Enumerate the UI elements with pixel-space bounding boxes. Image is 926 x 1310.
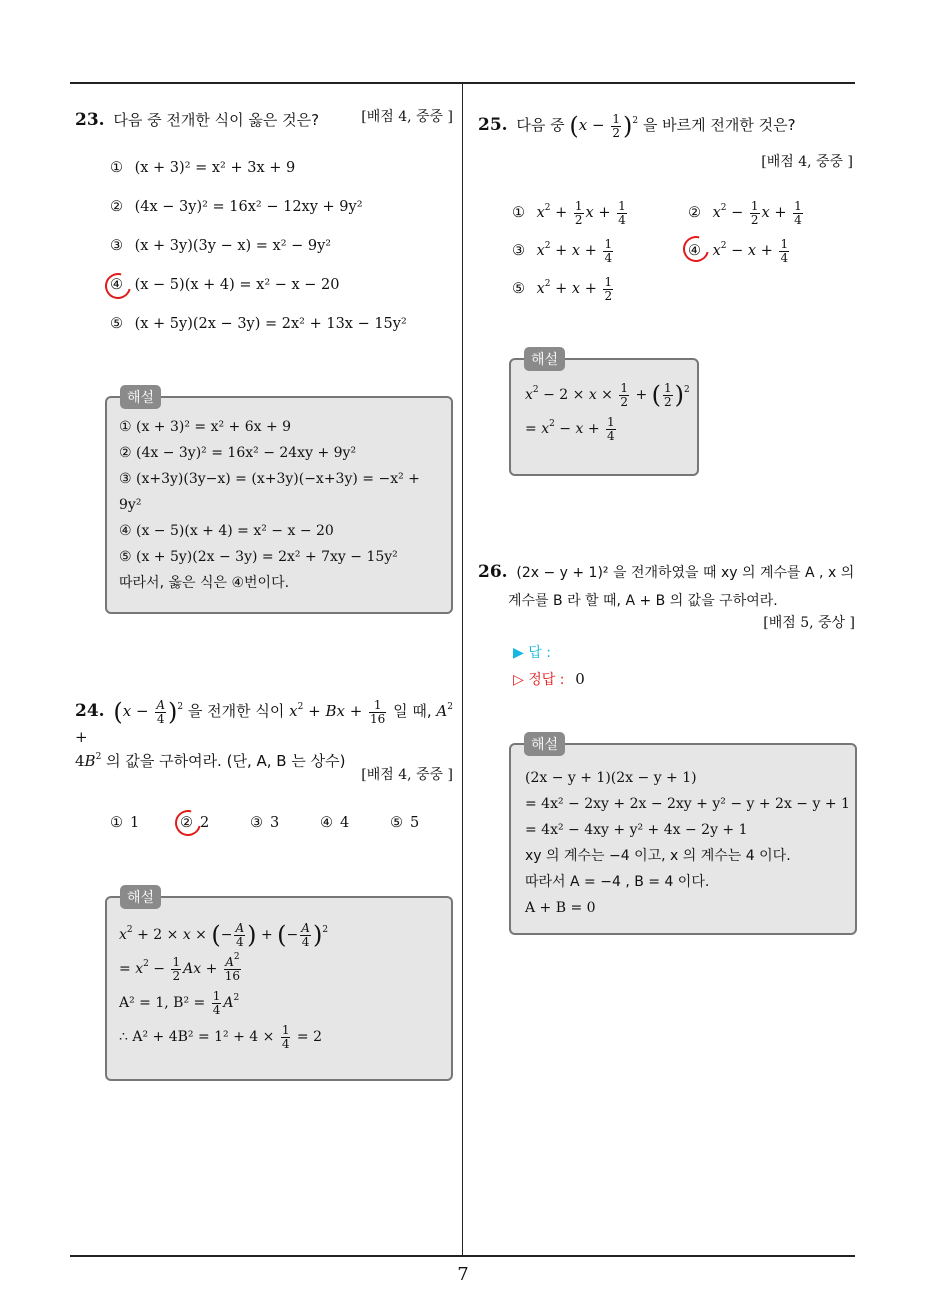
solution-tab: 해설 — [120, 885, 161, 909]
score-info: [배점 4, 중중 ] — [761, 154, 853, 170]
choice-1[interactable] — [110, 815, 139, 831]
solution-box-26 — [509, 743, 857, 935]
answer-input-label[interactable]: ▶ 답 : — [513, 645, 551, 661]
question-text: 계수를 B 라 할 때, A + B 의 값을 구하여라. — [508, 593, 778, 609]
score-info: [배점 5, 중상 ] — [763, 615, 855, 631]
question-text: 을 전개한 식이 — [187, 702, 285, 720]
choice-number: ③ — [110, 238, 123, 254]
score-info: [배점 4, 중중 ] — [361, 767, 453, 783]
solution-text: ∴ A² + 4B² = 1² + 4 × — [119, 1029, 279, 1045]
question-text: 다음 중 전개한 식이 옳은 것은? — [113, 111, 320, 129]
solution-line: A + B = 0 — [525, 900, 596, 916]
choice-5[interactable] — [390, 815, 419, 831]
question-number: 23. — [75, 110, 105, 130]
choice-number: ① — [110, 160, 123, 176]
expr-x-minus-half-squared: (x − $\frac{1}{2}$ )$^2$ — [569, 111, 639, 140]
question-26 — [478, 558, 863, 615]
solution-tab: 해설 — [120, 385, 161, 409]
choice-number: ④ — [110, 277, 123, 293]
solution-line: 따라서 A = −4 , B = 4 이다. — [525, 874, 710, 890]
question-24: 24. (x − $\frac{A}{4}$ )$^2$ 을 전개한 식이 $x^2 + Bx$ + $\frac{1}{16}$ 일 때, $A^2$ + $4B^2$ 의 값을 구하여라. (단, A, B 는 상수) — [75, 697, 453, 771]
solution-tab: 해설 — [524, 347, 565, 371]
question-number: 26. — [478, 562, 508, 582]
solution-box-25 — [509, 358, 699, 476]
solution-line: = $x^2 - x$ + $\frac{1}{4}$ — [525, 414, 615, 443]
choice-4[interactable] — [320, 815, 349, 831]
solution-line: = 4x² − 4xy + y² + 4x − 2y + 1 — [525, 822, 748, 838]
choice-5[interactable] — [110, 316, 407, 332]
solution-line: ⑤ (x + 5y)(2x − 3y) = 2x² + 7xy − 15y² — [119, 549, 398, 565]
solution-box-24 — [105, 896, 453, 1081]
correct-answer-row — [513, 669, 585, 689]
solution-conclusion: 따라서, 옳은 식은 ④번이다. — [119, 575, 290, 591]
choice-expression: (x + 3y)(3y − x) = x² − 9y² — [134, 238, 332, 254]
solution-text: A² = 1, B² = — [119, 995, 210, 1011]
choice-4[interactable]: ④ $x^2 - x$ + $\frac{1}{4}$ — [688, 237, 789, 265]
question-text: 을 바르게 전개한 것은? — [642, 116, 796, 134]
choice-3[interactable] — [110, 238, 331, 254]
choice-number: ⑤ — [110, 316, 123, 332]
solution-box-23 — [105, 396, 453, 614]
solution-line: ∴ A² + 4B² = 1² + 4 × $\frac{1}{4}$ = 2 — [119, 1022, 323, 1051]
question-text: 일 때, — [393, 702, 432, 720]
choice-value: 1 — [130, 815, 140, 831]
choice-2[interactable]: ② $x^2$ − $\frac{1}{2}$ x + $\frac{1}{4}$ — [688, 199, 802, 227]
question-text: 의 값을 구하여라. (단, A, B 는 상수) — [106, 752, 346, 771]
choice-3[interactable]: ③ $x^2 + x$ + $\frac{1}{4}$ — [512, 237, 613, 265]
choice-2[interactable] — [110, 199, 363, 215]
correct-answer-value: 0 — [575, 670, 585, 688]
choice-4[interactable] — [110, 277, 340, 293]
question-number: 25. — [478, 115, 508, 135]
solution-line: = $x^2$ − $\frac{1}{2}$ Ax + $\frac{A^2}{16}$ — [119, 951, 241, 983]
bottom-rule — [70, 1255, 855, 1257]
solution-line: xy 의 계수는 −4 이고, x 의 계수는 4 이다. — [525, 848, 791, 864]
solution-line: (2x − y + 1)(2x − y + 1) — [525, 770, 697, 786]
score-info: [배점 4, 중중 ] — [361, 109, 453, 125]
solution-line: = 4x² − 2xy + 2x − 2xy + y² − y + 2x − y + 1 — [525, 796, 850, 812]
choice-number: ④ — [320, 815, 333, 831]
answer-mark-circle — [100, 268, 136, 304]
choice-1[interactable]: ① $x^2$ + $\frac{1}{2}$ x + $\frac{1}{4}$ — [512, 199, 626, 227]
choice-value: 4 — [340, 815, 350, 831]
solution-tab: 해설 — [524, 732, 565, 756]
solution-line: ④ (x − 5)(x + 4) = x² − x − 20 — [119, 523, 334, 539]
question-text: (2x − y + 1)² 을 전개하였을 때 xy 의 계수를 A , x 의 — [516, 565, 855, 581]
question-number: 24. — [75, 701, 105, 721]
column-divider — [462, 82, 463, 1256]
choice-value: 2 — [200, 815, 210, 831]
question-25 — [478, 112, 858, 139]
choice-1[interactable] — [110, 160, 295, 176]
solution-line: ② (4x − 3y)² = 16x² − 24xy + 9y² — [119, 445, 357, 461]
solution-line: ③ (x+3y)(3y−x) = (x+3y)(−x+3y) = −x² + — [119, 471, 420, 487]
choice-value: 3 — [270, 815, 280, 831]
choice-3[interactable] — [250, 815, 279, 831]
choice-number: ③ — [250, 815, 263, 831]
page-number: 7 — [457, 1264, 469, 1285]
question-23 — [75, 106, 453, 135]
expr-x-minus-a-over-4-squared: (x − $\frac{A}{4}$ )$^2$ — [113, 697, 184, 726]
choice-value: 5 — [410, 815, 420, 831]
expr-target: $x^2 + Bx$ + $\frac{1}{16}$ — [289, 697, 386, 726]
question-text: 다음 중 — [516, 116, 565, 134]
choice-number: ⑤ — [390, 815, 403, 831]
choice-expression: (x − 5)(x + 4) = x² − x − 20 — [134, 277, 340, 293]
choice-expression: (x + 5y)(2x − 3y) = 2x² + 13x − 15y² — [134, 316, 407, 332]
choice-number: ② — [110, 199, 123, 215]
solution-line: A² = 1, B² = $\frac{1}{4}$ $A^2$ — [119, 988, 240, 1017]
choice-number: ① — [110, 815, 123, 831]
answer-mark-circle — [170, 805, 206, 841]
choice-expression: (x + 3)² = x² + 3x + 9 — [134, 160, 296, 176]
solution-line: 9y² — [119, 497, 142, 513]
solution-line: ① (x + 3)² = x² + 6x + 9 — [119, 419, 292, 435]
correct-answer-label: ▷ 정답 : — [513, 672, 565, 688]
choice-number: ② — [180, 815, 193, 831]
solution-line: $x^2 + 2 \times x$ × (− $\frac{A}{4}$ ) + (− $\frac{A}{4}$ )$^2$ — [119, 920, 329, 949]
solution-line: $x^2 - 2 \times x$ × $\frac{1}{2}$ + ( $\frac{1}{2}$ )$^2$ — [525, 380, 690, 409]
choice-5[interactable]: ⑤ $x^2 + x$ + $\frac{1}{2}$ — [512, 275, 613, 303]
choice-expression: (4x − 3y)² = 16x² − 12xy + 9y² — [134, 199, 363, 215]
